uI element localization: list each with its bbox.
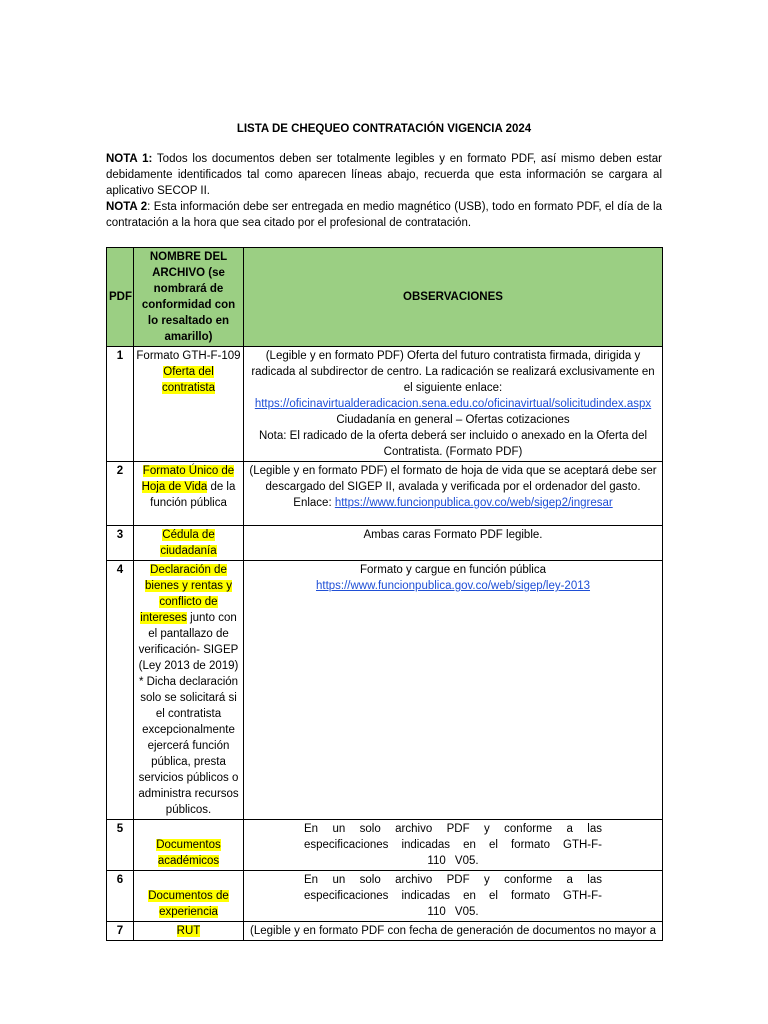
document-title: LISTA DE CHEQUEO CONTRATACIÓN VIGENCIA 2024 [236, 123, 532, 135]
row-number: 1 [107, 347, 134, 462]
observation-note: Nota: El radicado de la oferta deberá ser incluido o anexado en la Oferta del Contratista. (Formato PDF) [258, 430, 648, 458]
observation-text: Ambas caras Formato PDF legible. [363, 529, 543, 541]
observations-cell [244, 561, 663, 820]
file-name-prefix: Formato GTH-F-109 [136, 350, 241, 362]
radicacion-link[interactable]: https://oficinavirtualderadicacion.sena.edu.co/oficinavirtual/solicitudindex.aspx [254, 398, 652, 410]
file-name-highlight: Documentos académicos [156, 839, 221, 867]
observations-cell [244, 871, 663, 922]
observations-cell [244, 347, 663, 462]
row-number: 3 [107, 526, 134, 561]
header-nombre: NOMBRE DEL ARCHIVO (se nombrará de conformidad con lo resaltado en amarillo) [134, 248, 244, 347]
table-row [107, 347, 663, 462]
nota-2-label: NOTA 2 [106, 201, 148, 213]
nota-2 [106, 199, 662, 231]
file-name-highlight: Cédula de ciudadanía [160, 529, 217, 557]
observations-cell [244, 526, 663, 561]
file-name-highlight: Oferta del contratista [161, 366, 216, 394]
nota-2-text: : Esta información debe ser entregada en medio magnético (USB), todo en formato PDF, el día de la contratación a la hora que sea citado por el profesional de contratación. [106, 201, 662, 229]
observation-text: En un solo archivo PDF y conforme a las especificaciones indicadas en el formato GTH-F- 110 V05. [304, 874, 602, 918]
file-name-suffix: junto con el pantallazo de verificación- SIGEP (Ley 2013 de 2019) * Dicha declaración solo se solicitará si el contratista excepcionalmente ejercerá función pública, presta servicios públicos o administra recursos públicos. [138, 612, 239, 816]
observation-text: (Legible y en formato PDF) el formato de hoja de vida que se aceptará debe ser descargado del SIGEP II, avalada y verificada por el ordenador del gasto. [249, 465, 657, 493]
link-prefix: Enlace: [293, 497, 335, 509]
row-number: 5 [107, 820, 134, 871]
file-name-cell [134, 871, 244, 922]
row-number: 7 [107, 922, 134, 941]
observations-cell [244, 462, 663, 526]
row-number: 2 [107, 462, 134, 526]
file-name-highlight: Documentos de experiencia [148, 890, 229, 918]
observations-cell [244, 820, 663, 871]
header-observaciones: OBSERVACIONES [244, 248, 663, 347]
file-name-cell [134, 922, 244, 941]
header-pdf: PDF [107, 248, 134, 347]
table-row [107, 526, 663, 561]
nota-1-label: NOTA 1: [106, 153, 153, 165]
observations-cell [244, 922, 663, 941]
file-name-cell [134, 820, 244, 871]
observation-text: Ciudadanía en general – Ofertas cotizaciones [336, 414, 570, 426]
table-row [107, 922, 663, 941]
file-name-highlight: Declaración de bienes y rentas y conflicto de intereses [140, 564, 232, 624]
file-name-cell [134, 347, 244, 462]
nota-1 [106, 151, 662, 199]
file-name-highlight: Formato Único de Hoja de Vida [141, 465, 235, 493]
row-number: 6 [107, 871, 134, 922]
notes-block [106, 151, 662, 231]
file-name-cell [134, 561, 244, 820]
file-name-cell [134, 526, 244, 561]
table-row [107, 871, 663, 922]
observation-text: (Legible y en formato PDF) Oferta del futuro contratista firmada, dirigida y radicada al subdirector de centro. La radicación se realizará exclusivamente en el siguiente enlace: [251, 350, 655, 394]
table-row [107, 820, 663, 871]
table-header-row [107, 248, 663, 347]
table-row [107, 561, 663, 820]
checklist-table [106, 247, 663, 941]
row-number: 4 [107, 561, 134, 820]
sigep-link[interactable]: https://www.funcionpublica.gov.co/web/sigep2/ingresar [334, 497, 613, 509]
ley-2013-link[interactable]: https://www.funcionpublica.gov.co/web/sigep/ley-2013 [315, 580, 591, 592]
file-name-suffix: de la función pública [150, 481, 236, 509]
observation-text: En un solo archivo PDF y conforme a las especificaciones indicadas en el formato GTH-F- 110 V05. [304, 823, 602, 867]
observation-text: (Legible y en formato PDF con fecha de generación de documentos no mayor a [250, 925, 656, 937]
nota-1-text: Todos los documentos deben ser totalmente legibles y en formato PDF, así mismo deben estar debidamente identificados tal como aparecen líneas abajo, recuerda que esta información se cargara al aplicativo SECOP II. [106, 153, 662, 197]
file-name-highlight: RUT [176, 925, 201, 937]
file-name-cell [134, 462, 244, 526]
observation-text: Formato y cargue en función pública [359, 564, 547, 576]
table-row [107, 462, 663, 526]
